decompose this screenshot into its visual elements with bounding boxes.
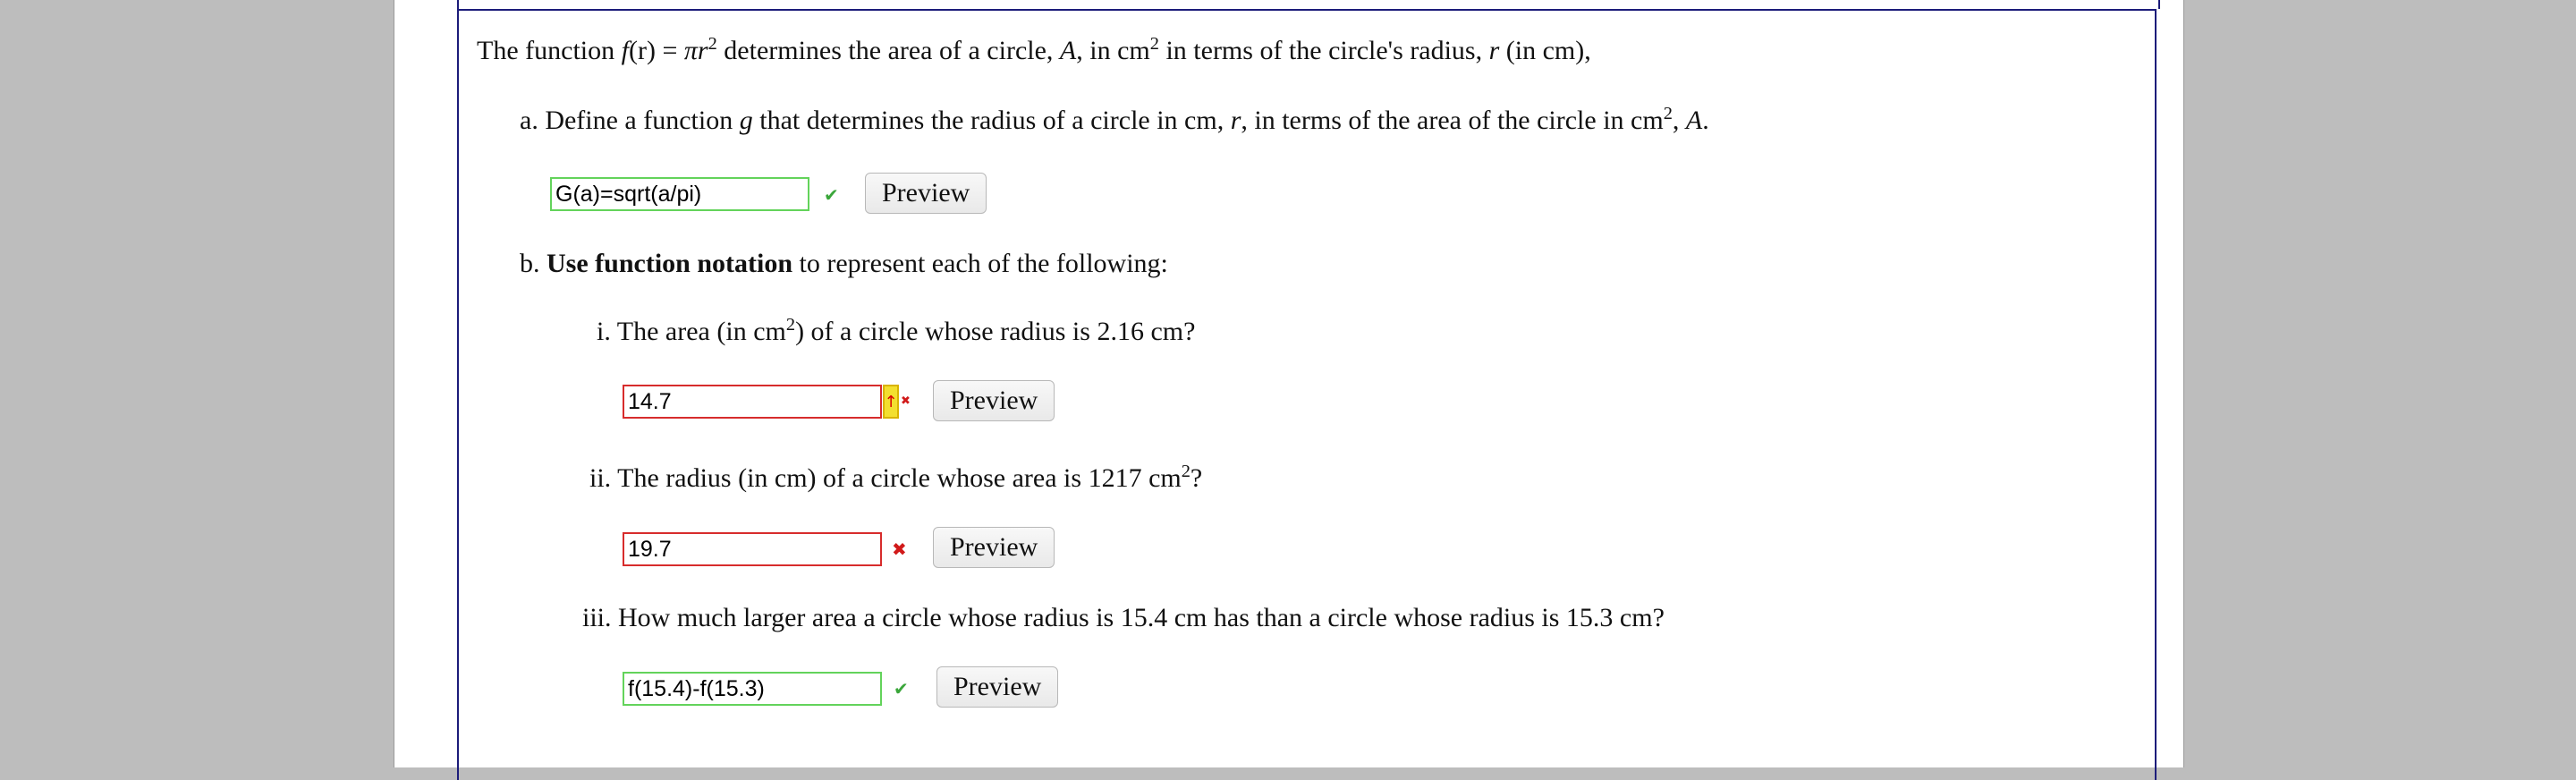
intro-text: The function xyxy=(477,36,615,65)
equals-sign: = xyxy=(662,36,678,65)
part-b-label: b. xyxy=(520,249,540,278)
question-i-prefix: i. The area (in cm xyxy=(597,317,786,346)
problem-intro xyxy=(477,33,1591,66)
incorrect-x-icon: ✖ xyxy=(892,538,907,560)
unit-exponent: 2 xyxy=(1149,33,1159,54)
question-ii-prefix: ii. The radius (in cm) of a circle whose area is 1217 cm xyxy=(589,463,1182,493)
top-frame xyxy=(457,0,2160,9)
intro-terms-text: in terms of the circle's radius, xyxy=(1165,36,1483,65)
question-i xyxy=(597,314,1196,347)
preview-button-i[interactable]: Preview xyxy=(933,380,1055,421)
part-a-prompt xyxy=(520,103,1709,136)
preview-button-iii[interactable]: Preview xyxy=(936,666,1058,708)
answer-a-input[interactable]: G(a)=sqrt(a/pi) xyxy=(550,177,809,211)
formula-exponent: 2 xyxy=(708,33,717,54)
answer-ii-input[interactable]: 19.7 xyxy=(623,532,882,566)
part-a-unit-text: , in terms of the area of the circle in cm xyxy=(1241,106,1664,135)
question-ii-exponent: 2 xyxy=(1181,461,1191,481)
function-argument: (r) xyxy=(628,36,656,65)
part-a-comma: , xyxy=(1672,106,1680,135)
answer-i-input[interactable]: 14.7 xyxy=(623,385,882,419)
correct-checkmark-icon: ✔ xyxy=(824,184,839,206)
part-b-description: to represent each of the following: xyxy=(799,249,1168,278)
preview-button-ii[interactable]: Preview xyxy=(933,527,1055,568)
variable-A: A xyxy=(1059,36,1077,65)
part-b-prompt xyxy=(520,249,1168,279)
intro-end-text: (in cm), xyxy=(1505,36,1591,65)
question-iii xyxy=(582,603,1665,633)
answer-iii-input[interactable]: f(15.4)-f(15.3) xyxy=(623,672,882,706)
correct-checkmark-icon: ✔ xyxy=(894,678,909,699)
function-f: f xyxy=(621,36,629,65)
question-i-exponent: 2 xyxy=(785,314,796,335)
question-iii-text: iii. How much larger area a circle whose radius is 15.4 cm has than a circle whose radius is 15.3 cm? xyxy=(582,603,1665,632)
area-formula: πr xyxy=(683,36,708,65)
part-a-label: a. Define a function xyxy=(520,106,733,135)
question-ii xyxy=(589,463,1202,494)
part-a-exponent: 2 xyxy=(1663,103,1673,123)
function-g: g xyxy=(739,106,753,135)
question-i-suffix: ) of a circle whose radius is 2.16 cm? xyxy=(795,317,1196,346)
question-ii-suffix: ? xyxy=(1190,463,1203,493)
preview-button-a[interactable]: Preview xyxy=(865,173,987,214)
problem-page xyxy=(394,0,2184,767)
intro-description: determines the area of a circle, xyxy=(724,36,1054,65)
part-a-description: that determines the radius of a circle in cm, xyxy=(759,106,1224,135)
intro-unit-text: , in cm xyxy=(1076,36,1150,65)
warning-x-icon: ✖ xyxy=(901,394,911,408)
warning-arrow-icon: ↑ xyxy=(883,385,899,419)
part-a-variable-r: r xyxy=(1230,106,1241,135)
part-a-period: . xyxy=(1702,106,1709,135)
part-a-variable-A: A xyxy=(1685,106,1703,135)
variable-r: r xyxy=(1488,36,1500,65)
part-b-emphasis: Use function notation xyxy=(547,249,793,278)
